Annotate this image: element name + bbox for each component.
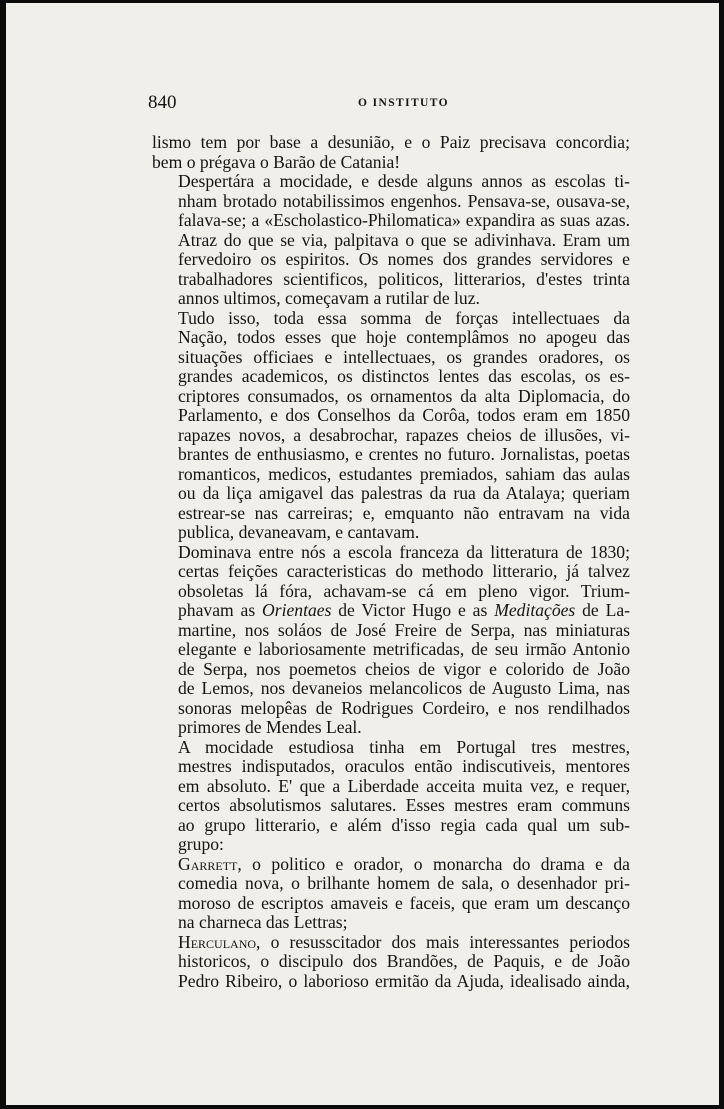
text-line: mestres indisputados, oraculos então indiscutiveis, mentores — [178, 756, 630, 776]
text-line: sonoras melopêas de Rodrigues Cordeiro, e nos rendilhados — [178, 697, 630, 718]
text-line: phavam as Orientaes de Victor Hugo e as Meditações de La- — [178, 600, 630, 620]
text-line: certos absolutismos salutares. Esses mestres eram communs — [178, 795, 630, 815]
text-line: fervedoiro os espiritos. Os nomes dos grandes servidores e — [178, 249, 630, 269]
page-number: 840 — [148, 92, 177, 113]
text-line: nham brotado notabilissimos engenhos. Pensava-se, ousava-se, — [178, 190, 630, 211]
text-line: obsoletas lá fóra, achavam-se cá em pleno vigor. Trium- — [178, 580, 630, 601]
text-line: bem o prégava o Barão de Catania! — [152, 151, 401, 172]
text-line: primores de Mendes Leal. — [178, 717, 362, 737]
text-line: certas feições caracteristicas do methodo litterario, já talvez — [178, 561, 630, 581]
text-line: historicos, o discipulo dos Brandões, de Paquis, e de João — [178, 951, 630, 971]
running-title: O INSTITUTO — [358, 97, 449, 109]
text-line: lismo tem por base a desunião, e o Paiz precisava concordia; — [152, 132, 630, 152]
text-line: situações officiaes e intellectuaes, os grandes oradores, os — [178, 346, 630, 367]
text-line: brantes de enthusiasmo, e crentes no futuro. Jornalistas, poetas — [178, 444, 630, 464]
text-line: de Serpa, nos poemetos cheios de vigor e colorido de João — [178, 658, 630, 679]
text-line: Pedro Ribeiro, o laborioso ermitão da Ajuda, idealisado ainda, — [178, 970, 630, 991]
text-line: annos ultimos, começavam a rutilar de luz. — [178, 288, 480, 308]
text-line: Dominava entre nós a escola franceza da litteratura de 1830; — [178, 541, 630, 562]
paragraph-6 — [152, 855, 630, 933]
text-line: grandes academicos, os distinctos lentes das escolas, os es- — [178, 366, 630, 386]
text-line: rapazes novos, a desabrochar, rapazes cheios de illusões, vi- — [178, 424, 630, 445]
body-text — [152, 133, 630, 991]
text-line: grupo: — [178, 834, 224, 854]
text-line: em absoluto. E' que a Liberdade acceita muita vez, e requer, — [178, 775, 630, 796]
text-line: na charneca das Lettras; — [178, 912, 348, 932]
text-line: trabalhadores scientificos, politicos, litterarios, d'estes trinta — [178, 268, 630, 289]
paragraph-1 — [152, 133, 630, 172]
book-page — [6, 3, 719, 1105]
text-line: estrear-se nas carreiras; e, emquanto não entravam na vida — [178, 502, 630, 523]
text-line: martine, nos soláos de José Freire de Serpa, nas miniaturas — [178, 619, 630, 640]
text-line: Tudo isso, toda essa somma de forças intellectuaes da — [178, 307, 630, 328]
text-line: criptores consumados, os ornamentos da alta Diplomacia, do — [178, 385, 630, 406]
text-line: Herculano, o resusscitador dos mais interessantes periodos — [178, 931, 630, 952]
paragraph-5 — [152, 738, 630, 855]
paragraph-4 — [152, 543, 630, 738]
text-line: publica, devaneavam, e cantavam. — [178, 522, 420, 542]
text-line: Despertára a mocidade, e desde alguns annos as escolas ti- — [178, 171, 630, 191]
text-line: comedia nova, o brilhante homem de sala, o desenhador pri- — [178, 873, 630, 893]
text-line: de Lemos, nos devaneios melancolicos de Augusto Lima, nas — [178, 678, 630, 698]
text-line: falava-se; a «Escholastico-Philomatica» expandira as suas azas. — [178, 210, 630, 230]
text-line: moroso de escriptos amaveis e faceis, que eram um descanço — [178, 892, 630, 913]
text-line: elegante e laboriosamente metrificadas, de seu irmão Antonio — [178, 639, 630, 659]
text-line: Atraz do que se via, palpitava o que se adivinhava. Eram um — [178, 229, 630, 250]
text-line: A mocidade estudiosa tinha em Portugal tres mestres, — [178, 736, 630, 757]
text-line: Nação, todos esses que hoje contemplâmos no apogeu das — [178, 327, 630, 347]
paragraph-3 — [152, 309, 630, 543]
paragraph-2 — [152, 172, 630, 309]
paragraph-7 — [152, 933, 630, 992]
text-line: Parlamento, e dos Conselhos da Corôa, todos eram em 1850 — [178, 405, 630, 425]
text-line: romanticos, medicos, estudantes premiados, sahiam das aulas — [178, 463, 630, 484]
text-line: ao grupo litterario, e além d'isso regia cada qual um sub- — [178, 814, 630, 835]
text-line: Garrett, o politico e orador, o monarcha do drama e da — [178, 853, 630, 874]
text-line: ou da liça amigavel das palestras da rua da Atalaya; queriam — [178, 483, 630, 503]
page-header — [148, 92, 628, 116]
